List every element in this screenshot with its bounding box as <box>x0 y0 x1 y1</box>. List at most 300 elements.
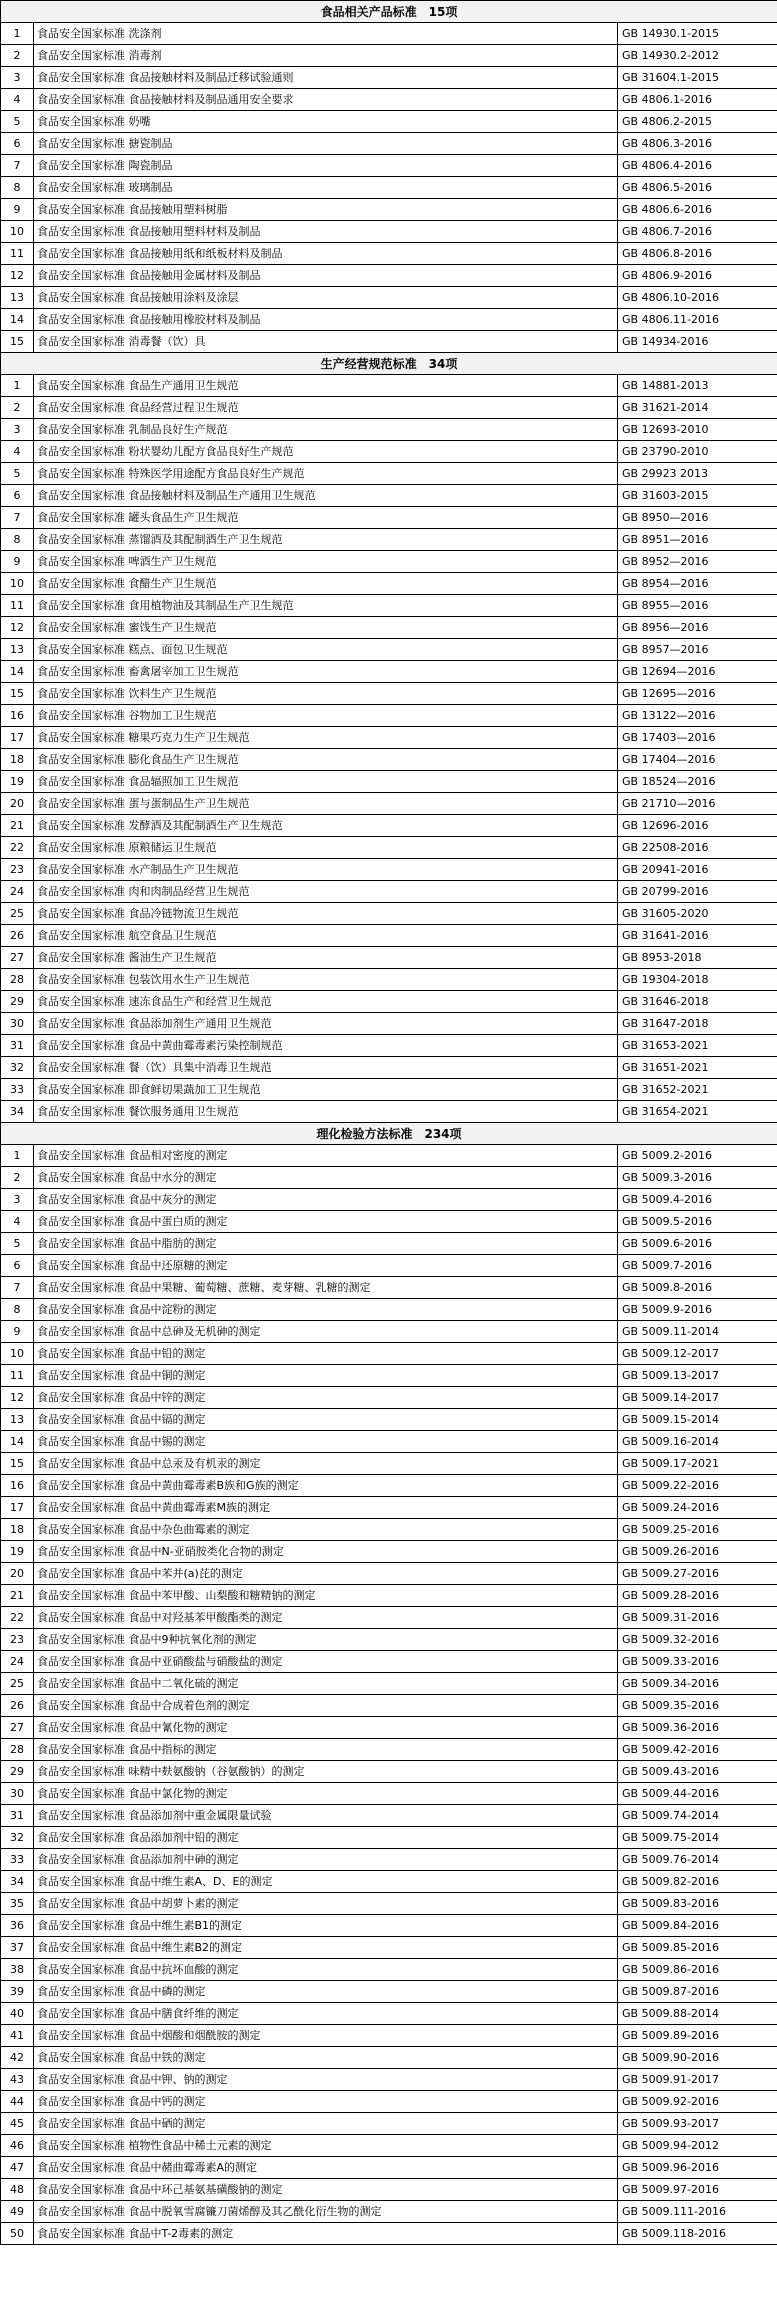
standard-name: 食品安全国家标准 植物性食品中稀土元素的测定 <box>34 2135 618 2157</box>
standard-code: GB 8956—2016 <box>618 617 777 639</box>
standard-code: GB 8952—2016 <box>618 551 777 573</box>
standard-code: GB 4806.6-2016 <box>618 199 777 221</box>
standard-code: GB 12696-2016 <box>618 815 777 837</box>
row-number: 49 <box>1 2201 34 2223</box>
table-row <box>1 529 777 551</box>
standard-code: GB 5009.27-2016 <box>618 1563 777 1585</box>
standard-name: 食品安全国家标准 食品中磷的测定 <box>34 1981 618 2003</box>
row-number: 19 <box>1 1541 34 1563</box>
table-row <box>1 2135 777 2157</box>
table-row <box>1 1541 777 1563</box>
standard-code: GB 31621-2014 <box>618 397 777 419</box>
row-number: 44 <box>1 2091 34 2113</box>
standard-name: 食品安全国家标准 糕点、面包卫生规范 <box>34 639 618 661</box>
standard-code: GB 5009.11-2014 <box>618 1321 777 1343</box>
table-row <box>1 1277 777 1299</box>
row-number: 46 <box>1 2135 34 2157</box>
table-row <box>1 925 777 947</box>
row-number: 39 <box>1 1981 34 2003</box>
table-row <box>1 309 777 331</box>
standard-name: 食品安全国家标准 食品中苯并(a)芘的测定 <box>34 1563 618 1585</box>
row-number: 1 <box>1 1145 34 1167</box>
section-header <box>1 1123 777 1145</box>
standard-name: 食品安全国家标准 食品中N-亚硝胺类化合物的测定 <box>34 1541 618 1563</box>
standard-name: 食品安全国家标准 蜜饯生产卫生规范 <box>34 617 618 639</box>
standard-code: GB 5009.74-2014 <box>618 1805 777 1827</box>
standard-name: 食品安全国家标准 食品生产通用卫生规范 <box>34 375 618 397</box>
standard-name: 食品安全国家标准 畜禽屠宰加工卫生规范 <box>34 661 618 683</box>
row-number: 17 <box>1 727 34 749</box>
table-row <box>1 1101 777 1123</box>
row-number: 10 <box>1 573 34 595</box>
table-row <box>1 2047 777 2069</box>
standard-name: 食品安全国家标准 洗涤剂 <box>34 23 618 45</box>
table-row <box>1 705 777 727</box>
table-row <box>1 111 777 133</box>
table-row <box>1 2223 777 2245</box>
standard-name: 食品安全国家标准 谷物加工卫生规范 <box>34 705 618 727</box>
standard-code: GB 5009.34-2016 <box>618 1673 777 1695</box>
table-row <box>1 221 777 243</box>
row-number: 29 <box>1 991 34 1013</box>
table-row <box>1 1849 777 1871</box>
standard-name: 食品安全国家标准 食品添加剂中砷的测定 <box>34 1849 618 1871</box>
standard-name: 食品安全国家标准 餐（饮）具集中消毒卫生规范 <box>34 1057 618 1079</box>
standard-name: 食品安全国家标准 食品中合成着色剂的测定 <box>34 1695 618 1717</box>
row-number: 32 <box>1 1057 34 1079</box>
standard-code: GB 5009.15-2014 <box>618 1409 777 1431</box>
standard-name: 食品安全国家标准 罐头食品生产卫生规范 <box>34 507 618 529</box>
table-row <box>1 1475 777 1497</box>
standard-name: 食品安全国家标准 食品中指标的测定 <box>34 1739 618 1761</box>
row-number: 34 <box>1 1101 34 1123</box>
standard-code: GB 5009.22-2016 <box>618 1475 777 1497</box>
standard-code: GB 31646-2018 <box>618 991 777 1013</box>
row-number: 41 <box>1 2025 34 2047</box>
standard-name: 食品安全国家标准 食品中抗坏血酸的测定 <box>34 1959 618 1981</box>
table-row <box>1 331 777 353</box>
table-row <box>1 1519 777 1541</box>
standard-code: GB 4806.1-2016 <box>618 89 777 111</box>
row-number: 48 <box>1 2179 34 2201</box>
row-number: 32 <box>1 1827 34 1849</box>
table-row <box>1 243 777 265</box>
standard-code: GB 23790-2010 <box>618 441 777 463</box>
standard-name: 食品安全国家标准 即食鲜切果蔬加工卫生规范 <box>34 1079 618 1101</box>
standard-code: GB 21710—2016 <box>618 793 777 815</box>
standard-code: GB 5009.118-2016 <box>618 2223 777 2245</box>
standard-name: 食品安全国家标准 食品中烟酸和烟酰胺的测定 <box>34 2025 618 2047</box>
standard-name: 食品安全国家标准 陶瓷制品 <box>34 155 618 177</box>
standard-name: 食品安全国家标准 食品中锌的测定 <box>34 1387 618 1409</box>
standard-code: GB 31605-2020 <box>618 903 777 925</box>
row-number: 7 <box>1 1277 34 1299</box>
standard-name: 食品安全国家标准 饮料生产卫生规范 <box>34 683 618 705</box>
row-number: 8 <box>1 1299 34 1321</box>
table-row <box>1 1343 777 1365</box>
standard-code: GB 4806.8-2016 <box>618 243 777 265</box>
standard-name: 食品安全国家标准 食品中脱氧雪腐镰刀菌烯醇及其乙酰化衍生物的测定 <box>34 2201 618 2223</box>
standard-name: 食品安全国家标准 糖果巧克力生产卫生规范 <box>34 727 618 749</box>
row-number: 15 <box>1 683 34 705</box>
standard-code: GB 5009.75-2014 <box>618 1827 777 1849</box>
standard-name: 食品安全国家标准 食品中膳食纤维的测定 <box>34 2003 618 2025</box>
table-row <box>1 441 777 463</box>
row-number: 11 <box>1 1365 34 1387</box>
row-number: 19 <box>1 771 34 793</box>
standard-code: GB 8951—2016 <box>618 529 777 551</box>
row-number: 6 <box>1 133 34 155</box>
section-header <box>1 353 777 375</box>
standard-name: 食品安全国家标准 酱油生产卫生规范 <box>34 947 618 969</box>
standard-code: GB 31654-2021 <box>618 1101 777 1123</box>
table-row <box>1 771 777 793</box>
standard-code: GB 31604.1-2015 <box>618 67 777 89</box>
standard-code: GB 5009.31-2016 <box>618 1607 777 1629</box>
standard-name: 食品安全国家标准 食品中环己基氨基磺酸钠的测定 <box>34 2179 618 2201</box>
standard-name: 食品安全国家标准 食品中苯甲酸、山梨酸和糖精钠的测定 <box>34 1585 618 1607</box>
row-number: 8 <box>1 177 34 199</box>
table-row <box>1 485 777 507</box>
standard-code: GB 4806.5-2016 <box>618 177 777 199</box>
row-number: 7 <box>1 155 34 177</box>
table-row <box>1 793 777 815</box>
table-row <box>1 45 777 67</box>
standard-code: GB 4806.9-2016 <box>618 265 777 287</box>
row-number: 26 <box>1 1695 34 1717</box>
table-row <box>1 265 777 287</box>
table-row <box>1 2003 777 2025</box>
row-number: 30 <box>1 1783 34 1805</box>
standard-name: 食品安全国家标准 蛋与蛋制品生产卫生规范 <box>34 793 618 815</box>
row-number: 1 <box>1 23 34 45</box>
table-row <box>1 859 777 881</box>
standard-name: 食品安全国家标准 食品中9种抗氧化剂的测定 <box>34 1629 618 1651</box>
standard-code: GB 5009.44-2016 <box>618 1783 777 1805</box>
table-row <box>1 1805 777 1827</box>
table-row <box>1 2113 777 2135</box>
row-number: 24 <box>1 881 34 903</box>
standard-name: 食品安全国家标准 啤酒生产卫生规范 <box>34 551 618 573</box>
standard-name: 食品安全国家标准 肉和肉制品经营卫生规范 <box>34 881 618 903</box>
standard-name: 食品安全国家标准 食品中水分的测定 <box>34 1167 618 1189</box>
standard-code: GB 31651-2021 <box>618 1057 777 1079</box>
table-row <box>1 1717 777 1739</box>
standard-code: GB 14881-2013 <box>618 375 777 397</box>
table-row <box>1 903 777 925</box>
row-number: 30 <box>1 1013 34 1035</box>
standard-name: 食品安全国家标准 食品中总砷及无机砷的测定 <box>34 1321 618 1343</box>
row-number: 22 <box>1 837 34 859</box>
row-number: 25 <box>1 903 34 925</box>
table-row <box>1 551 777 573</box>
standard-code: GB 5009.92-2016 <box>618 2091 777 2113</box>
table-row <box>1 1387 777 1409</box>
row-number: 27 <box>1 947 34 969</box>
standard-code: GB 18524—2016 <box>618 771 777 793</box>
standard-code: GB 5009.8-2016 <box>618 1277 777 1299</box>
standard-name: 食品安全国家标准 玻璃制品 <box>34 177 618 199</box>
standard-name: 食品安全国家标准 餐饮服务通用卫生规范 <box>34 1101 618 1123</box>
row-number: 18 <box>1 749 34 771</box>
section-title: 理化检验方法标准 234项 <box>1 1123 777 1145</box>
section-title: 食品相关产品标准 15项 <box>1 1 777 23</box>
table-row <box>1 617 777 639</box>
standard-code: GB 5009.88-2014 <box>618 2003 777 2025</box>
row-number: 7 <box>1 507 34 529</box>
row-number: 33 <box>1 1079 34 1101</box>
standard-name: 食品安全国家标准 食品中还原糖的测定 <box>34 1255 618 1277</box>
standard-code: GB 29923 2013 <box>618 463 777 485</box>
table-row <box>1 1431 777 1453</box>
standard-code: GB 5009.12-2017 <box>618 1343 777 1365</box>
row-number: 31 <box>1 1805 34 1827</box>
standard-name: 食品安全国家标准 食品中黄曲霉毒素M族的测定 <box>34 1497 618 1519</box>
row-number: 11 <box>1 595 34 617</box>
table-row <box>1 661 777 683</box>
standard-name: 食品安全国家标准 食品中脂肪的测定 <box>34 1233 618 1255</box>
standard-code: GB 4806.3-2016 <box>618 133 777 155</box>
standard-name: 食品安全国家标准 食品中硒的测定 <box>34 2113 618 2135</box>
standard-name: 食品安全国家标准 食醋生产卫生规范 <box>34 573 618 595</box>
standard-name: 食品安全国家标准 消毒餐（饮）具 <box>34 331 618 353</box>
row-number: 17 <box>1 1497 34 1519</box>
row-number: 21 <box>1 1585 34 1607</box>
standard-code: GB 5009.3-2016 <box>618 1167 777 1189</box>
standard-name: 食品安全国家标准 搪瓷制品 <box>34 133 618 155</box>
table-row <box>1 1453 777 1475</box>
standard-code: GB 31653-2021 <box>618 1035 777 1057</box>
table-row <box>1 1893 777 1915</box>
row-number: 20 <box>1 1563 34 1585</box>
row-number: 26 <box>1 925 34 947</box>
row-number: 12 <box>1 265 34 287</box>
table-row <box>1 727 777 749</box>
standard-name: 食品安全国家标准 食品冷链物流卫生规范 <box>34 903 618 925</box>
standard-code: GB 4806.10-2016 <box>618 287 777 309</box>
table-row <box>1 2025 777 2047</box>
standard-code: GB 5009.42-2016 <box>618 1739 777 1761</box>
standard-code: GB 31647-2018 <box>618 1013 777 1035</box>
standard-name: 食品安全国家标准 发酵酒及其配制酒生产卫生规范 <box>34 815 618 837</box>
standard-name: 食品安全国家标准 食品中钙的测定 <box>34 2091 618 2113</box>
row-number: 36 <box>1 1915 34 1937</box>
standard-code: GB 5009.7-2016 <box>618 1255 777 1277</box>
row-number: 18 <box>1 1519 34 1541</box>
row-number: 14 <box>1 309 34 331</box>
standard-code: GB 5009.33-2016 <box>618 1651 777 1673</box>
row-number: 38 <box>1 1959 34 1981</box>
standard-name: 食品安全国家标准 食品中铅的测定 <box>34 1343 618 1365</box>
table-row <box>1 969 777 991</box>
table-row <box>1 881 777 903</box>
standard-name: 食品安全国家标准 味精中麸氨酸钠（谷氨酸钠）的测定 <box>34 1761 618 1783</box>
row-number: 11 <box>1 243 34 265</box>
row-number: 5 <box>1 463 34 485</box>
table-row <box>1 815 777 837</box>
standard-name: 食品安全国家标准 食品中灰分的测定 <box>34 1189 618 1211</box>
standard-name: 食品安全国家标准 食品中淀粉的测定 <box>34 1299 618 1321</box>
standard-code: GB 5009.32-2016 <box>618 1629 777 1651</box>
standard-name: 食品安全国家标准 食品接触用橡胶材料及制品 <box>34 309 618 331</box>
row-number: 50 <box>1 2223 34 2245</box>
row-number: 20 <box>1 793 34 815</box>
table-row <box>1 1629 777 1651</box>
table-row <box>1 199 777 221</box>
standard-name: 食品安全国家标准 食品中氰化物的测定 <box>34 1717 618 1739</box>
table-row <box>1 1321 777 1343</box>
row-number: 22 <box>1 1607 34 1629</box>
standard-name: 食品安全国家标准 食品添加剂中铅的测定 <box>34 1827 618 1849</box>
standard-name: 食品安全国家标准 食品中镉的测定 <box>34 1409 618 1431</box>
table-row <box>1 573 777 595</box>
standard-code: GB 5009.89-2016 <box>618 2025 777 2047</box>
standard-code: GB 5009.9-2016 <box>618 1299 777 1321</box>
section-header <box>1 1 777 23</box>
table-row <box>1 23 777 45</box>
table-row <box>1 463 777 485</box>
standard-code: GB 5009.97-2016 <box>618 2179 777 2201</box>
table-row <box>1 1915 777 1937</box>
standard-name: 食品安全国家标准 食品添加剂生产通用卫生规范 <box>34 1013 618 1035</box>
table-row <box>1 1607 777 1629</box>
row-number: 9 <box>1 551 34 573</box>
table-row <box>1 155 777 177</box>
standard-name: 食品安全国家标准 食品相对密度的测定 <box>34 1145 618 1167</box>
standard-code: GB 5009.91-2017 <box>618 2069 777 2091</box>
standard-code: GB 5009.35-2016 <box>618 1695 777 1717</box>
standard-name: 食品安全国家标准 食品中杂色曲霉素的测定 <box>34 1519 618 1541</box>
table-row <box>1 177 777 199</box>
row-number: 15 <box>1 331 34 353</box>
standard-name: 食品安全国家标准 食品中维生素A、D、E的测定 <box>34 1871 618 1893</box>
row-number: 23 <box>1 1629 34 1651</box>
standard-code: GB 8954—2016 <box>618 573 777 595</box>
row-number: 33 <box>1 1849 34 1871</box>
row-number: 4 <box>1 441 34 463</box>
standard-code: GB 5009.84-2016 <box>618 1915 777 1937</box>
standards-table-body <box>1 1 777 2245</box>
row-number: 16 <box>1 1475 34 1497</box>
table-row <box>1 1057 777 1079</box>
standard-name: 食品安全国家标准 食品中维生素B1的测定 <box>34 1915 618 1937</box>
standard-name: 食品安全国家标准 蒸馏酒及其配制酒生产卫生规范 <box>34 529 618 551</box>
table-row <box>1 1167 777 1189</box>
row-number: 23 <box>1 859 34 881</box>
table-row <box>1 1497 777 1519</box>
standard-code: GB 5009.36-2016 <box>618 1717 777 1739</box>
table-row <box>1 1145 777 1167</box>
table-row <box>1 2069 777 2091</box>
row-number: 10 <box>1 221 34 243</box>
standard-code: GB 20799-2016 <box>618 881 777 903</box>
row-number: 25 <box>1 1673 34 1695</box>
standard-code: GB 8955—2016 <box>618 595 777 617</box>
standard-name: 食品安全国家标准 包装饮用水生产卫生规范 <box>34 969 618 991</box>
table-row <box>1 1255 777 1277</box>
standard-name: 食品安全国家标准 食品接触材料及制品生产通用卫生规范 <box>34 485 618 507</box>
standard-name: 食品安全国家标准 食品接触用金属材料及制品 <box>34 265 618 287</box>
standard-code: GB 12694—2016 <box>618 661 777 683</box>
table-row <box>1 1013 777 1035</box>
table-row <box>1 1673 777 1695</box>
standard-code: GB 12693-2010 <box>618 419 777 441</box>
standard-name: 食品安全国家标准 粉状婴幼儿配方食品良好生产规范 <box>34 441 618 463</box>
table-row <box>1 375 777 397</box>
standard-name: 食品安全国家标准 食品中黄曲霉毒素污染控制规范 <box>34 1035 618 1057</box>
standard-name: 食品安全国家标准 食品中蛋白质的测定 <box>34 1211 618 1233</box>
standard-code: GB 5009.13-2017 <box>618 1365 777 1387</box>
standard-code: GB 5009.87-2016 <box>618 1981 777 2003</box>
standard-name: 食品安全国家标准 食品中氯化物的测定 <box>34 1783 618 1805</box>
standard-name: 食品安全国家标准 食品中果糖、葡萄糖、蔗糖、麦芽糖、乳糖的测定 <box>34 1277 618 1299</box>
table-row <box>1 595 777 617</box>
row-number: 4 <box>1 89 34 111</box>
row-number: 40 <box>1 2003 34 2025</box>
table-row <box>1 287 777 309</box>
standard-code: GB 5009.43-2016 <box>618 1761 777 1783</box>
table-row <box>1 1871 777 1893</box>
table-row <box>1 1365 777 1387</box>
standard-name: 食品安全国家标准 消毒剂 <box>34 45 618 67</box>
table-row <box>1 1035 777 1057</box>
standard-code: GB 5009.76-2014 <box>618 1849 777 1871</box>
table-row <box>1 1563 777 1585</box>
row-number: 9 <box>1 1321 34 1343</box>
table-row <box>1 1079 777 1101</box>
row-number: 2 <box>1 397 34 419</box>
row-number: 35 <box>1 1893 34 1915</box>
row-number: 14 <box>1 661 34 683</box>
standard-name: 食品安全国家标准 食品中对羟基苯甲酸酯类的测定 <box>34 1607 618 1629</box>
standard-code: GB 5009.96-2016 <box>618 2157 777 2179</box>
standard-code: GB 5009.16-2014 <box>618 1431 777 1453</box>
standard-code: GB 8957—2016 <box>618 639 777 661</box>
table-row <box>1 1783 777 1805</box>
standard-code: GB 17404—2016 <box>618 749 777 771</box>
standard-code: GB 4806.2-2015 <box>618 111 777 133</box>
table-row <box>1 2091 777 2113</box>
table-row <box>1 991 777 1013</box>
standard-name: 食品安全国家标准 食品中总汞及有机汞的测定 <box>34 1453 618 1475</box>
row-number: 2 <box>1 45 34 67</box>
table-row <box>1 419 777 441</box>
table-row <box>1 1739 777 1761</box>
standard-name: 食品安全国家标准 食品接触用涂料及涂层 <box>34 287 618 309</box>
standard-code: GB 5009.14-2017 <box>618 1387 777 1409</box>
standard-code: GB 4806.7-2016 <box>618 221 777 243</box>
standard-name: 食品安全国家标准 食品接触材料及制品迁移试验通则 <box>34 67 618 89</box>
row-number: 42 <box>1 2047 34 2069</box>
row-number: 47 <box>1 2157 34 2179</box>
table-row <box>1 1937 777 1959</box>
table-row <box>1 1189 777 1211</box>
table-row <box>1 1211 777 1233</box>
standard-code: GB 8950—2016 <box>618 507 777 529</box>
standard-name: 食品安全国家标准 食品中锡的测定 <box>34 1431 618 1453</box>
standard-name: 食品安全国家标准 食品经营过程卫生规范 <box>34 397 618 419</box>
standard-name: 食品安全国家标准 食品辐照加工卫生规范 <box>34 771 618 793</box>
standard-name: 食品安全国家标准 食品中钾、钠的测定 <box>34 2069 618 2091</box>
row-number: 3 <box>1 1189 34 1211</box>
standard-name: 食品安全国家标准 乳制品良好生产规范 <box>34 419 618 441</box>
row-number: 27 <box>1 1717 34 1739</box>
table-row <box>1 947 777 969</box>
standard-name: 食品安全国家标准 食品中赭曲霉毒素A的测定 <box>34 2157 618 2179</box>
table-row <box>1 749 777 771</box>
table-row <box>1 397 777 419</box>
table-row <box>1 1695 777 1717</box>
